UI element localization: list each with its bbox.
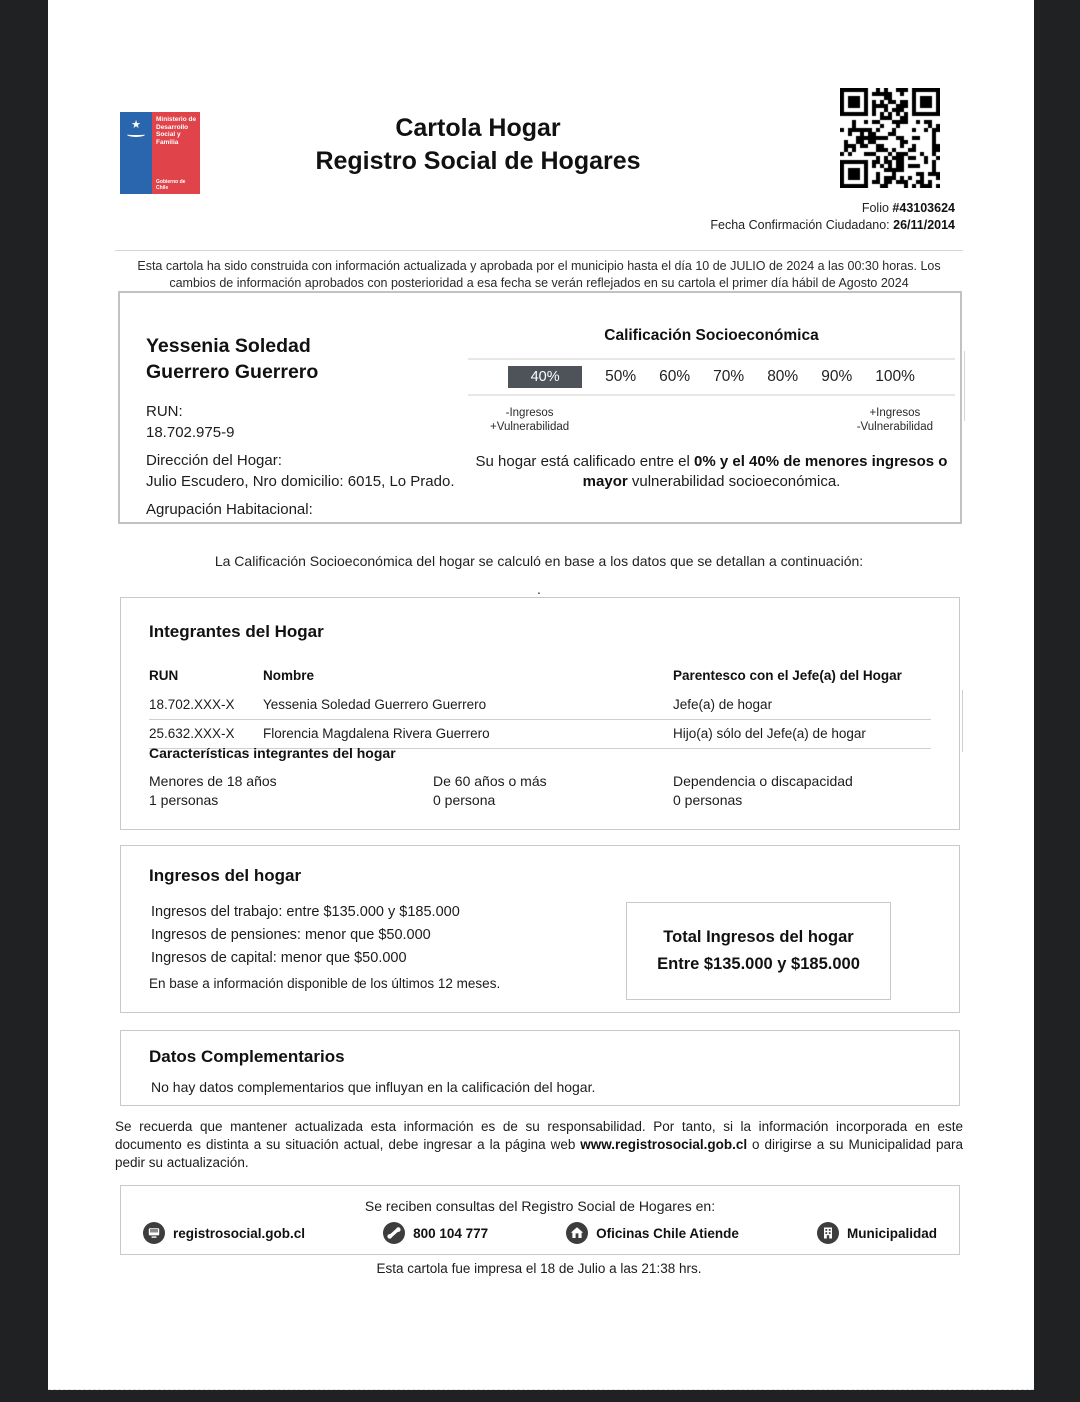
contact-label: registrosocial.gob.cl — [173, 1225, 306, 1241]
rating-legend-left — [490, 406, 569, 434]
rating-title: Calificación Socioeconómica — [604, 327, 819, 344]
contact-label: Oficinas Chile Atiende — [596, 1225, 739, 1241]
run-value: 18.702.975-9 — [146, 424, 235, 441]
person-info — [146, 333, 461, 520]
member-nombre: Yessenia Soledad Guerrero Guerrero — [263, 691, 673, 720]
total-income-box — [626, 902, 891, 1000]
rating-scale-legends — [468, 406, 955, 434]
result-bold: 0% y el 40% de menores ingresos o mayor — [582, 453, 948, 490]
cartola-page — [48, 0, 1034, 1390]
legend-right-line2: -Vulnerabilidad — [856, 421, 933, 433]
legend-left-line2: +Vulnerabilidad — [490, 421, 570, 433]
members-table-header — [149, 664, 931, 691]
member-parentesco: Jefe(a) de hogar — [673, 691, 931, 720]
address-label: Dirección del Hogar: — [146, 452, 282, 469]
rating-tick: 50% — [605, 368, 637, 385]
income-lines — [151, 901, 460, 970]
building-icon — [817, 1222, 839, 1244]
calculation-note-dot: . — [537, 581, 541, 597]
col-parentesco: Parentesco con el Jefe(a) del Hogar — [673, 668, 902, 683]
rating-legend-right — [857, 406, 933, 434]
income-line-pensions: Ingresos de pensiones: menor que $50.000 — [151, 927, 431, 943]
income-note: En base a información disponible de los últimos 12 meses. — [149, 976, 501, 991]
total-income-value: Entre $135.000 y $185.000 — [657, 955, 860, 973]
monitor-icon — [143, 1222, 165, 1244]
contact-channels-card — [120, 1185, 960, 1255]
qr-code-image — [840, 88, 940, 188]
contact-item-municipality — [817, 1222, 937, 1244]
contact-items — [143, 1222, 937, 1244]
household-summary-card — [118, 291, 962, 524]
table-row — [149, 691, 931, 720]
legend-left-line1: -Ingresos — [505, 407, 554, 419]
member-parentesco: Hijo(a) sólo del Jefe(a) de hogar — [673, 720, 931, 749]
household-income-card — [120, 845, 960, 1013]
rating-tick: 70% — [713, 368, 745, 385]
stat-item — [433, 772, 673, 810]
contact-item-offices — [566, 1222, 739, 1244]
rating-tick: 80% — [767, 368, 799, 385]
qr-code — [840, 88, 940, 188]
run-group — [146, 401, 461, 443]
member-run: 25.632.XXX-X — [149, 720, 263, 749]
complementary-title: Datos Complementarios — [149, 1047, 345, 1066]
agrupacion-label: Agrupación Habitacional: — [146, 501, 313, 518]
document-title — [180, 112, 776, 178]
legend-right-line1: +Ingresos — [869, 407, 921, 419]
rating-scale — [468, 358, 955, 396]
phone-icon — [383, 1222, 405, 1244]
fecha-line — [710, 217, 955, 234]
folio-label: Folio — [861, 201, 893, 215]
folio-value: #43103624 — [892, 201, 955, 215]
total-income-title: Total Ingresos del hogar — [663, 928, 854, 946]
rating-tick: 100% — [875, 368, 915, 385]
complementary-data-card — [120, 1030, 960, 1106]
reminder-pre: Se recuerda que mantener actualizada esta información es de su responsabilidad. Por tanto, si la información incorporada en este documento es distinta a su situación actual, debe ingresar a la página web — [115, 1119, 963, 1152]
reminder-website: www.registrosocial.gob.cl — [580, 1137, 748, 1152]
member-run: 18.702.XXX-X — [149, 691, 263, 720]
members-table — [149, 664, 931, 749]
members-title: Integrantes del Hogar — [149, 622, 324, 641]
ministry-name: Ministerio de Desarrollo Social y Familia — [156, 116, 197, 146]
title-line-2: Registro Social de Hogares — [315, 147, 641, 175]
stat-label: Menores de 18 años — [149, 773, 277, 789]
contact-label: 800 104 777 — [413, 1225, 489, 1241]
crest-shape — [127, 132, 145, 137]
result-post: vulnerabilidad socioeconómica. — [627, 473, 841, 490]
income-line-work: Ingresos del trabajo: entre $135.000 y $185.000 — [151, 904, 460, 920]
stat-value: 0 persona — [433, 792, 496, 808]
rating-selected-badge: 40% — [508, 366, 582, 388]
stat-item — [149, 772, 433, 810]
title-line-1: Cartola Hogar — [395, 114, 561, 142]
responsibility-reminder — [115, 1118, 963, 1172]
col-nombre: Nombre — [263, 668, 315, 683]
print-timestamp: Esta cartola fue impresa el 18 de Julio a las 21:38 hrs. — [376, 1261, 702, 1276]
income-title: Ingresos del hogar — [149, 866, 302, 885]
income-line-capital: Ingresos de capital: menor que $50.000 — [151, 950, 407, 966]
fecha-label: Fecha Confirmación Ciudadano: — [710, 218, 894, 232]
household-members-card — [120, 597, 960, 830]
person-name-line2: Guerrero Guerrero — [146, 361, 319, 383]
socioeconomic-rating — [468, 327, 955, 492]
reminder-post: o dirigirse a su Municipalidad para pedir su actualización. — [115, 1137, 963, 1170]
rating-tick: 60% — [659, 368, 691, 385]
fecha-value: 26/11/2014 — [893, 218, 955, 232]
characteristics-title: Características integrantes del hogar — [149, 745, 396, 761]
address-group — [146, 450, 461, 492]
rating-result-text — [468, 452, 955, 492]
person-name — [146, 333, 461, 385]
stat-value: 0 personas — [673, 792, 743, 808]
contact-item-web — [143, 1222, 305, 1244]
agrupacion-group — [146, 499, 461, 520]
contact-title: Se reciben consultas del Registro Social de Hogares en: — [364, 1198, 716, 1214]
run-label: RUN: — [146, 403, 183, 420]
person-name-line1: Yessenia Soledad — [146, 335, 311, 357]
update-notice: Esta cartola ha sido construida con información actualizada y aprobada por el municipio hasta el día 10 de JULIO de 2024 a las 00:30 horas. Los cambios de información aprobados con posterioridad a esa fecha se verán reflejados en su cartola el primer día hábil de Agosto 2024 — [137, 259, 941, 290]
calculation-note: La Calificación Socioeconómica del hogar se calculó en base a los datos que se detallan a continuación: — [214, 553, 864, 569]
rating-tick: 90% — [821, 368, 853, 385]
address-value: Julio Escudero, Nro domicilio: 6015, Lo Prado. — [146, 473, 455, 490]
stat-item — [673, 772, 931, 810]
member-nombre: Florencia Magdalena Rivera Guerrero — [263, 720, 673, 749]
star-icon: ★ — [131, 119, 141, 131]
chile-coat-of-arms — [120, 112, 152, 194]
stat-label: Dependencia o discapacidad — [673, 773, 853, 789]
col-run: RUN — [149, 668, 179, 683]
stat-label: De 60 años o más — [433, 773, 547, 789]
folio-block — [710, 200, 955, 234]
house-icon — [566, 1222, 588, 1244]
contact-item-phone — [383, 1222, 488, 1244]
header-divider — [115, 250, 963, 251]
government-label: Gobierno de Chile — [156, 179, 186, 191]
stat-value: 1 personas — [149, 792, 219, 808]
complementary-text: No hay datos complementarios que influyan en la calificación del hogar. — [151, 1079, 596, 1095]
folio-line — [710, 200, 955, 217]
characteristics-stats — [149, 772, 931, 810]
contact-label: Municipalidad — [846, 1225, 937, 1241]
result-pre: Su hogar está calificado entre el — [475, 453, 694, 470]
